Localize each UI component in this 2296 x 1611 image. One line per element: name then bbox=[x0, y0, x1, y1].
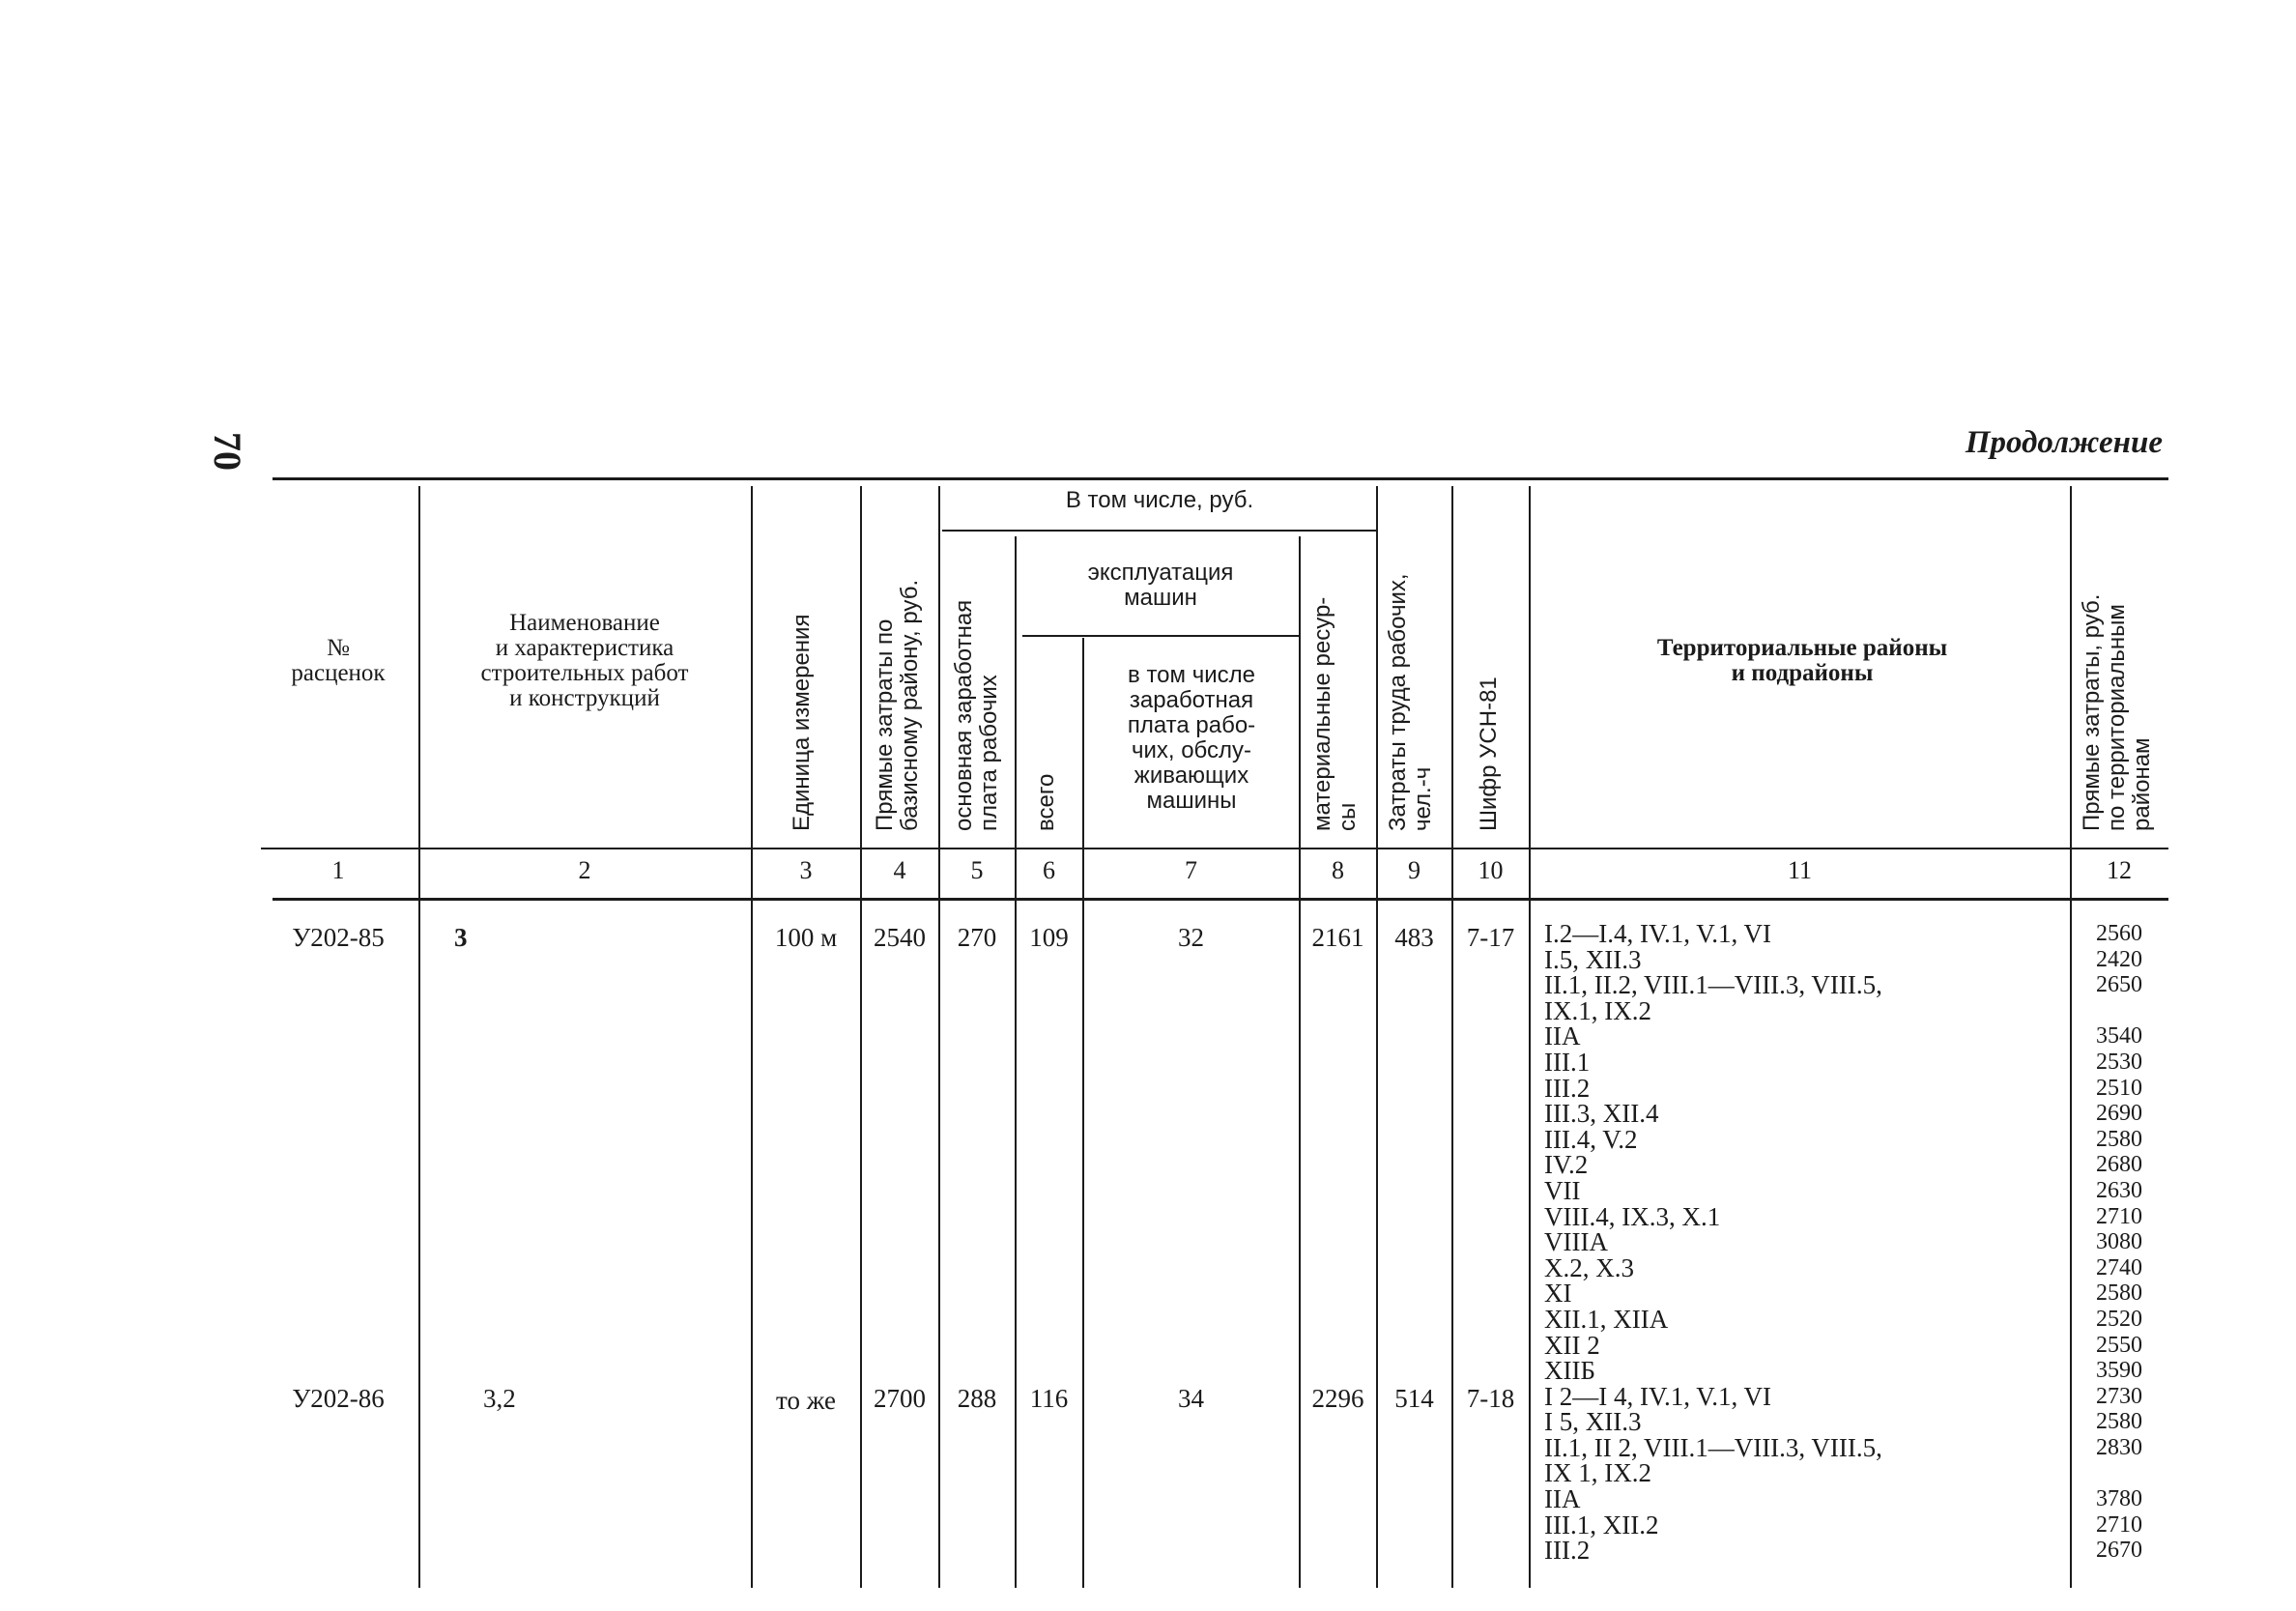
column-number-5: 5 bbox=[970, 856, 984, 884]
col-sep-6 bbox=[1082, 638, 1084, 1588]
region-item: XII.1, XIIA bbox=[1544, 1304, 1669, 1334]
region-price: 3780 bbox=[2096, 1486, 2142, 1512]
regions-list bbox=[1544, 921, 2066, 1564]
row-labor: 514 bbox=[1394, 1384, 1434, 1413]
region-item: XI bbox=[1544, 1279, 1572, 1309]
row-machines-wages: 34 bbox=[1178, 1384, 1204, 1413]
row-code: У202-85 bbox=[292, 923, 385, 952]
header-col8: материальные ресур- сы bbox=[1309, 596, 1361, 831]
region-item: II.1, II 2, VIII.1—VIII.3, VIII.5, bbox=[1544, 1432, 1882, 1462]
region-item: III.1, XII.2 bbox=[1544, 1510, 1659, 1539]
region-price: 2690 bbox=[2096, 1101, 2142, 1127]
header-col9: Затраты труда рабочих, чел.-ч bbox=[1385, 573, 1436, 831]
header-col6: всего bbox=[1033, 773, 1059, 831]
region-item: I 2—I 4, IV.1, V.1, VI bbox=[1544, 1381, 1772, 1411]
row-machines-wages: 32 bbox=[1178, 923, 1204, 952]
column-number-10: 10 bbox=[1478, 856, 1504, 884]
group-incl-rule bbox=[942, 530, 1377, 532]
region-price: 2560 bbox=[2096, 921, 2142, 946]
column-number-4: 4 bbox=[893, 856, 906, 884]
region-price: 2670 bbox=[2096, 1538, 2142, 1564]
col-sep-1 bbox=[418, 486, 420, 1588]
row-machines-total: 116 bbox=[1029, 1384, 1069, 1413]
header-group-machines: эксплуатация машин bbox=[1087, 560, 1234, 611]
col-sep-3 bbox=[860, 486, 862, 1588]
header-col10: Шифр УСН-81 bbox=[1476, 676, 1502, 831]
column-number-3: 3 bbox=[799, 856, 813, 884]
header-col5: основная заработная плата рабочих bbox=[951, 599, 1002, 831]
region-item: XIIБ bbox=[1544, 1356, 1595, 1386]
region-item: VII bbox=[1544, 1175, 1581, 1205]
header-col1: № расценок bbox=[291, 635, 386, 686]
row-code: У202-86 bbox=[292, 1384, 385, 1413]
region-item: III.4, V.2 bbox=[1544, 1124, 1638, 1154]
row-wages: 270 bbox=[957, 923, 997, 952]
region-price: 2680 bbox=[2096, 1152, 2142, 1178]
row-unit: 100 м bbox=[774, 923, 838, 952]
col-sep-11 bbox=[2070, 486, 2072, 1588]
region-item: XII 2 bbox=[1544, 1330, 1600, 1360]
col-sep-2 bbox=[751, 486, 753, 1588]
region-price: 2550 bbox=[2096, 1332, 2142, 1358]
row-unit: то же bbox=[776, 1386, 836, 1415]
region-price: 2530 bbox=[2096, 1049, 2142, 1075]
region-price: 2510 bbox=[2096, 1075, 2142, 1101]
region-item: II.1, II.2, VIII.1—VIII.3, VIII.5, bbox=[1544, 970, 1882, 1000]
row-materials: 2296 bbox=[1311, 1384, 1364, 1413]
col-sep-7 bbox=[1299, 536, 1301, 1588]
region-price bbox=[2085, 1460, 2153, 1486]
column-number-9: 9 bbox=[1408, 856, 1421, 884]
region-item: III.1 bbox=[1544, 1047, 1591, 1077]
region-item: III.2 bbox=[1544, 1073, 1591, 1103]
col-sep-9 bbox=[1451, 486, 1453, 1588]
column-number-1: 1 bbox=[331, 856, 345, 884]
header-col7: в том числе заработная плата рабо- чих, обслу- живающих машины bbox=[1127, 662, 1256, 814]
region-price: 2420 bbox=[2096, 946, 2142, 972]
row-name: 3,2 bbox=[483, 1384, 516, 1413]
region-price: 2630 bbox=[2096, 1177, 2142, 1203]
column-number-6: 6 bbox=[1043, 856, 1055, 884]
column-number-12: 12 bbox=[2107, 856, 2132, 884]
row-direct-cost: 2700 bbox=[874, 1384, 926, 1413]
region-price: 2710 bbox=[2096, 1511, 2142, 1538]
region-price: 2580 bbox=[2096, 1126, 2142, 1152]
col-sep-10 bbox=[1529, 486, 1531, 1588]
column-number-2: 2 bbox=[578, 856, 591, 884]
region-price: 2580 bbox=[2096, 1409, 2142, 1435]
continuation-label: Продолжение bbox=[1965, 425, 2163, 460]
region-price: 2740 bbox=[2096, 1254, 2142, 1280]
header-group-incl: В том числе, руб. bbox=[1065, 487, 1254, 513]
region-price: 2650 bbox=[2096, 972, 2142, 998]
region-item: IX.1, IX.2 bbox=[1544, 995, 1651, 1025]
region-price: 2730 bbox=[2096, 1383, 2142, 1409]
region-item: I 5, XII.3 bbox=[1544, 1407, 1642, 1437]
region-price: 2520 bbox=[2096, 1306, 2142, 1332]
column-number-8: 8 bbox=[1332, 856, 1344, 884]
col-sep-5 bbox=[1015, 536, 1017, 1588]
region-item: VIIIA bbox=[1544, 1227, 1608, 1257]
region-prices-list bbox=[2085, 921, 2153, 1564]
row-cipher: 7-18 bbox=[1466, 1384, 1515, 1413]
region-item: X.2, X.3 bbox=[1544, 1252, 1634, 1282]
region-item: I.2—I.4, IV.1, V.1, VI bbox=[1544, 919, 1772, 948]
column-number-7: 7 bbox=[1185, 856, 1197, 884]
header-col2: Наименование и характеристика строительных работ и конструкций bbox=[480, 610, 689, 711]
header-col11: Территориальные районы и подрайоны bbox=[1656, 635, 1948, 686]
table-top-rule bbox=[273, 477, 2168, 480]
region-price: 3540 bbox=[2096, 1023, 2142, 1050]
header-col3: Единица измерения bbox=[789, 614, 815, 831]
header-col12: Прямые затраты, руб. по территориальным районам bbox=[2079, 593, 2155, 831]
row-direct-cost: 2540 bbox=[874, 923, 926, 952]
group-machines-rule bbox=[1022, 635, 1299, 637]
col-sep-4 bbox=[938, 486, 940, 1588]
region-item: III.2 bbox=[1544, 1536, 1591, 1566]
row-labor: 483 bbox=[1394, 923, 1434, 952]
region-item: IIA bbox=[1544, 1021, 1581, 1051]
region-item: I.5, XII.3 bbox=[1544, 944, 1642, 974]
region-price bbox=[2085, 998, 2153, 1024]
region-item: IV.2 bbox=[1544, 1150, 1589, 1180]
column-number-11: 11 bbox=[1787, 856, 1813, 884]
page-number: 70 bbox=[206, 432, 249, 471]
header-bottom-rule bbox=[261, 848, 2168, 849]
region-price: 2830 bbox=[2096, 1434, 2142, 1460]
region-item: III.3, XII.4 bbox=[1544, 1099, 1659, 1129]
row-machines-total: 109 bbox=[1029, 923, 1069, 952]
row-materials: 2161 bbox=[1311, 923, 1364, 952]
header-col4: Прямые затраты по базисному району, руб. bbox=[872, 579, 923, 831]
region-item: IX 1, IX.2 bbox=[1544, 1458, 1651, 1488]
region-price: 3080 bbox=[2096, 1229, 2142, 1255]
region-item: IIA bbox=[1544, 1484, 1581, 1514]
region-item: VIII.4, IX.3, X.1 bbox=[1544, 1201, 1721, 1231]
col-sep-8 bbox=[1376, 486, 1378, 1588]
region-price: 2580 bbox=[2096, 1280, 2142, 1307]
row-wages: 288 bbox=[957, 1384, 997, 1413]
region-price: 3590 bbox=[2096, 1358, 2142, 1384]
region-price: 2710 bbox=[2096, 1203, 2142, 1229]
row-name: 3 bbox=[454, 923, 468, 952]
row-cipher: 7-17 bbox=[1466, 923, 1515, 952]
column-numbers-bottom-rule bbox=[273, 898, 2168, 901]
